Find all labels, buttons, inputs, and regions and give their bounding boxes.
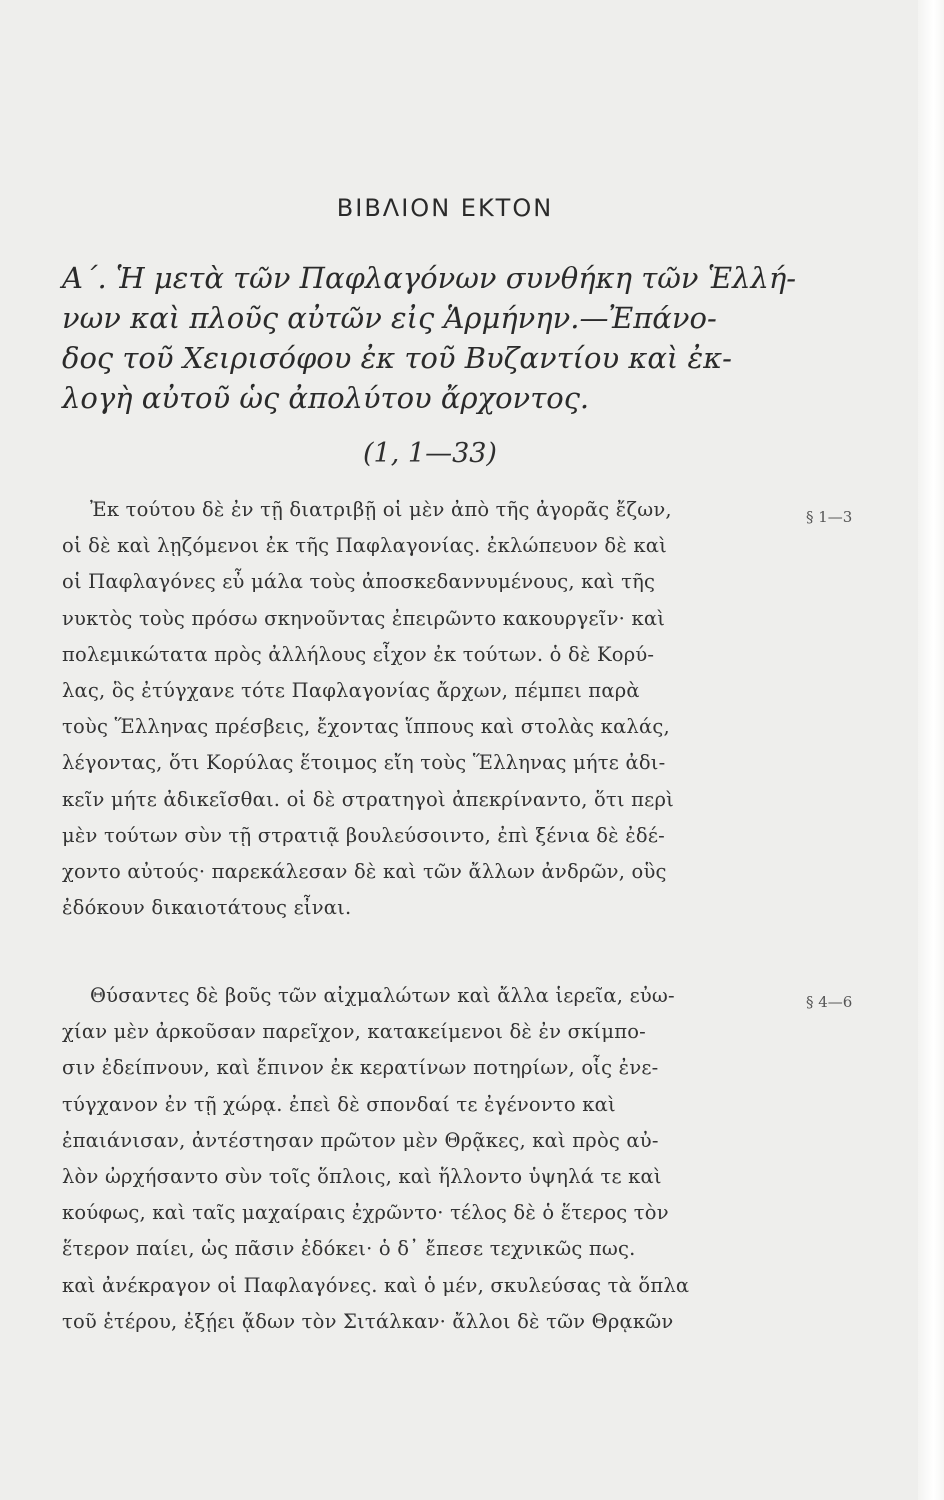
book-title: ΒΙΒΛΙΟΝ ΕΚΤΟΝ <box>336 194 554 222</box>
text-line: χίαν μὲν ἀρκοῦσαν παρεῖχον, κατακείμενοι δὲ ἐν σκίμπο- <box>62 1020 646 1044</box>
text-line: νυκτὸς τοὺς πρόσω σκηνοῦντας ἐπειρῶντο κακουργεῖν· καὶ <box>62 606 666 630</box>
chapter-heading-line: Α΄. Ἡ μετὰ τῶν Παφλαγόνων συνθήκη τῶν Ἑλλή- <box>62 261 797 295</box>
text-line: ἕτερον παίει, ὡς πᾶσιν ἐδόκει· ὁ δ᾽ ἔπεσε τεχνικῶς πως. <box>62 1237 636 1261</box>
text-line: καὶ ἀνέκραγον οἱ Παφλαγόνες. καὶ ὁ μέν, σκυλεύσας τὰ ὅπλα <box>62 1273 690 1297</box>
text-line: λὸν ὠρχήσαντο σὺν τοῖς ὅπλοις, καὶ ἥλλοντο ὑψηλά τε καὶ <box>62 1165 662 1189</box>
paragraph-1 <box>62 492 802 926</box>
margin-note: § 1—3 <box>806 508 853 526</box>
text-line: κεῖν μήτε ἀδικεῖσθαι. οἱ δὲ στρατηγοὶ ἀπεκρίναντο, ὅτι περὶ <box>62 787 674 811</box>
text-line: ἐπαιάνισαν, ἀντέστησαν πρῶτον μὲν Θρᾷκες, καὶ πρὸς αὐ- <box>62 1128 659 1152</box>
chapter-heading-line: δος τοῦ Χειρισόφου ἐκ τοῦ Βυζαντίου καὶ ἐκ- <box>62 341 732 375</box>
text-line: χοντο αὐτούς· παρεκάλεσαν δὲ καὶ τῶν ἄλλων ἀνδρῶν, οὓς <box>62 860 667 884</box>
text-line: λας, ὃς ἐτύγχανε τότε Παφλαγονίας ἄρχων, πέμπει παρὰ <box>62 679 640 703</box>
text-line: σιν ἐδείπνουν, καὶ ἔπινον ἐκ κερατίνων ποτηρίων, οἷς ἐνε- <box>62 1056 659 1080</box>
text-line: ἐδόκουν δικαιοτάτους εἶναι. <box>62 896 352 920</box>
text-line: Ἐκ τούτου δὲ ἐν τῇ διατριβῇ οἱ μὲν ἀπὸ τῆς ἀγορᾶς ἔζων, <box>90 498 672 521</box>
page-edge <box>918 0 944 1500</box>
margin-note: § 4—6 <box>806 993 853 1011</box>
text-line: τοῦ ἑτέρου, ἐξῄει ᾄδων τὸν Σιτάλκαν· ἄλλοι δὲ τῶν Θρᾳκῶν <box>62 1309 674 1333</box>
chapter-heading-line: νων καὶ πλοῦς αὐτῶν εἰς Ἁρμήνην.—Ἐπάνο- <box>62 301 717 335</box>
text-line: οἱ δὲ καὶ λῃζόμενοι ἐκ τῆς Παφλαγονίας. ἐκλώπευον δὲ καὶ <box>62 534 668 558</box>
chapter-heading <box>62 258 822 418</box>
chapter-heading-line: λογὴ αὐτοῦ ὡς ἀπολύτου ἄρχοντος. <box>62 381 590 415</box>
section-reference: (1, 1—33) <box>363 438 497 469</box>
text-line: τοὺς Ἕλληνας πρέσβεις, ἔχοντας ἵππους καὶ στολὰς καλάς, <box>62 715 670 739</box>
text-line: μὲν τούτων σὺν τῇ στρατιᾷ βουλεύσοιντο, ἐπὶ ξένια δὲ ἐδέ- <box>62 823 665 847</box>
text-line: λέγοντας, ὅτι Κορύλας ἕτοιμος εἴη τοὺς Ἕλληνας μήτε ἀδι- <box>62 751 666 775</box>
paragraph-2 <box>62 978 802 1340</box>
text-line: κούφως, καὶ ταῖς μαχαίραις ἐχρῶντο· τέλος δὲ ὁ ἕτερος τὸν <box>62 1201 669 1225</box>
text-line: Θύσαντες δὲ βοῦς τῶν αἰχμαλώτων καὶ ἄλλα ἱερεῖα, εὐω- <box>90 984 675 1007</box>
text-line: οἱ Παφλαγόνες εὖ μάλα τοὺς ἀποσκεδαννυμένους, καὶ τῆς <box>62 570 656 594</box>
text-line: πολεμικώτατα πρὸς ἀλλήλους εἶχον ἐκ τούτων. ὁ δὲ Κορύ- <box>62 642 655 666</box>
text-line: τύγχανον ἐν τῇ χώρᾳ. ἐπεὶ δὲ σπονδαί τε ἐγένοντο καὶ <box>62 1092 616 1116</box>
